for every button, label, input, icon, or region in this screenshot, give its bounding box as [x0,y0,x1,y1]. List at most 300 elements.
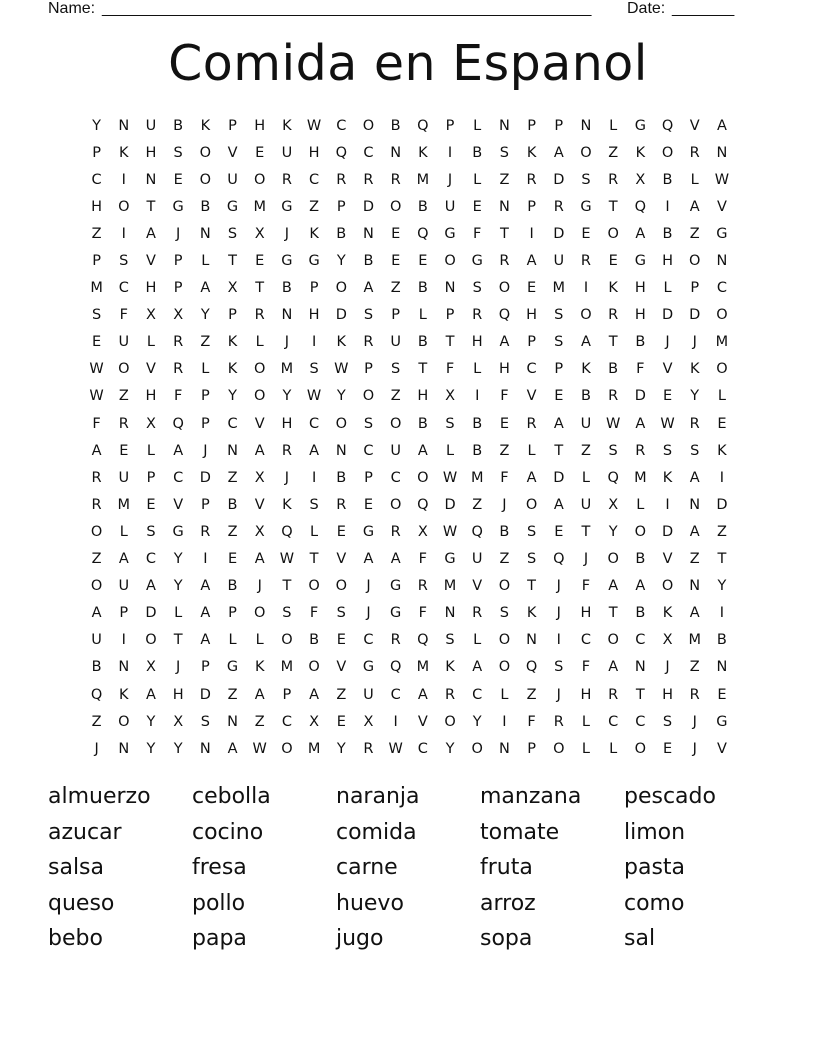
grid-letter: U [227,171,238,188]
grid-letter: V [716,740,727,757]
grid-letter: A [499,334,510,351]
grid-letter: G [281,253,293,270]
grid-letter: O [389,496,402,513]
grid-letter: Q [471,523,483,540]
grid-letter: U [553,253,565,270]
grid-letter: I [121,632,126,649]
grid-letter: C [390,686,401,703]
grid-letter: K [119,144,129,161]
grid-letter: C [526,361,537,378]
grid-letter: K [526,605,537,622]
grid-letter: T [255,280,265,297]
grid-letter: B [635,334,646,351]
grid-letter: S [363,307,374,324]
grid-letter: B [662,225,673,242]
grid-letter: P [228,605,237,622]
grid-letter: K [445,659,455,676]
grid-letter: S [336,605,346,622]
grid-letter: A [200,605,211,622]
grid-letter: O [634,523,647,540]
grid-letter: Z [390,388,401,405]
grid-letter: M [443,578,457,595]
grid-letter: B [662,171,673,188]
grid-letter: K [418,144,428,161]
grid-letter: E [717,686,727,703]
grid-letter: O [90,523,103,540]
grid-letter: O [254,388,266,405]
grid-letter: W [252,740,267,757]
grid-letter: Y [336,388,346,405]
grid-letter: R [363,334,374,351]
grid-letter: A [173,442,184,459]
grid-letter: P [200,388,210,405]
grid-letter: R [472,605,483,622]
grid-letter: A [553,415,564,432]
grid-letter: R [444,686,456,703]
grid-letter: Z [499,442,510,459]
word-search-grid [83,112,736,762]
grid-letter: J [447,171,453,188]
grid-letter: U [580,415,592,432]
grid-letter: J [366,578,371,595]
grid-letter: L [146,442,156,459]
grid-letter: N [444,605,456,622]
grid-letter: A [635,415,646,432]
grid-letter: L [119,523,128,540]
grid-letter: Y [173,578,183,595]
word-bank-item: cocino [192,819,264,845]
grid-letter: D [634,388,646,405]
grid-letter: M [280,659,294,676]
grid-letter: W [306,117,322,134]
grid-letter: N [498,740,510,757]
grid-letter: I [121,171,126,188]
grid-letter: B [336,225,347,242]
grid-letter: R [580,253,591,270]
grid-letter: Z [91,713,102,730]
grid-letter: E [92,334,102,351]
grid-letter: I [311,469,317,486]
grid-letter: O [145,632,157,649]
grid-letter: H [308,144,320,161]
grid-letter: X [254,225,265,242]
grid-letter: E [554,523,564,540]
grid-letter: L [500,686,509,703]
grid-letter: V [254,415,265,432]
grid-letter: N [498,198,510,215]
grid-letter: R [390,523,401,540]
grid-letter: Q [634,198,647,215]
grid-letter: D [199,469,211,486]
grid-letter: A [635,578,646,595]
grid-letter: E [391,225,401,242]
grid-letter: F [581,578,591,595]
grid-letter: K [200,117,211,134]
grid-letter: G [226,198,239,215]
grid-letter: E [554,388,564,405]
grid-letter: E [717,415,727,432]
grid-letter: R [608,307,619,324]
grid-letter: J [692,713,697,730]
grid-letter: H [471,334,483,351]
grid-letter: Z [472,496,483,513]
grid-letter: Q [417,117,429,134]
grid-letter: X [173,307,184,324]
word-bank-item: huevo [336,890,404,916]
grid-letter: R [118,415,129,432]
grid-letter: S [690,442,700,459]
grid-letter: B [417,198,428,215]
grid-letter: X [254,523,265,540]
grid-letter: Y [336,253,346,270]
grid-letter: R [689,144,700,161]
grid-letter: O [716,361,728,378]
grid-letter: J [692,334,697,351]
grid-letter: W [660,415,675,432]
grid-letter: K [227,334,238,351]
grid-letter: C [227,415,238,432]
grid-letter: O [254,605,266,622]
grid-letter: M [307,740,321,757]
grid-letter: N [363,225,374,242]
grid-letter: O [580,144,592,161]
grid-letter: Q [335,144,347,161]
grid-letter: L [174,605,183,622]
grid-letter: P [92,144,101,161]
grid-letter: E [418,253,428,270]
grid-letter: G [390,578,402,595]
grid-letter: N [118,659,130,676]
grid-letter: S [363,415,374,432]
grid-letter: A [417,686,428,703]
grid-letter: A [635,225,646,242]
grid-letter: B [390,117,401,134]
grid-letter: X [309,713,320,730]
grid-letter: U [390,442,401,459]
word-bank-item: como [624,890,685,916]
grid-letter: L [445,442,455,459]
grid-letter: U [580,496,592,513]
grid-letter: X [417,523,428,540]
grid-letter: Z [689,659,700,676]
word-bank-item: sal [624,926,656,951]
grid-letter: R [91,496,102,513]
grid-letter: J [556,605,561,622]
grid-letter: L [636,496,645,513]
grid-letter: X [227,280,238,297]
grid-letter: R [689,686,700,703]
grid-letter: O [335,415,347,432]
grid-letter: G [390,605,402,622]
grid-letter: P [92,253,101,270]
grid-letter: E [662,740,673,757]
grid-letter: P [173,253,183,270]
grid-letter: A [91,605,102,622]
grid-letter: O [362,117,375,134]
grid-letter: C [173,469,184,486]
grid-letter: K [635,144,646,161]
grid-letter: I [393,713,398,730]
grid-letter: Z [254,713,265,730]
grid-letter: J [556,578,561,595]
grid-letter: V [173,496,184,513]
grid-letter: A [689,605,700,622]
grid-letter: I [529,225,534,242]
grid-letter: G [308,253,320,270]
grid-letter: F [173,388,183,405]
grid-letter: P [445,117,455,134]
grid-letter: O [335,280,347,297]
grid-letter: H [145,144,157,161]
grid-letter: H [634,280,646,297]
grid-letter: E [173,171,183,188]
grid-letter: R [526,415,537,432]
grid-letter: M [715,334,729,351]
grid-letter: O [254,171,266,188]
grid-letter: F [527,713,536,730]
grid-letter: K [119,686,129,703]
grid-letter: S [445,632,455,649]
grid-letter: A [254,442,265,459]
grid-letter: U [471,551,483,568]
grid-letter: L [146,334,156,351]
grid-letter: B [635,605,646,622]
date-line[interactable]: _______ [672,0,735,17]
grid-letter: Q [389,659,402,676]
grid-letter: G [362,659,375,676]
grid-letter: A [689,198,700,215]
grid-letter: N [689,578,701,595]
grid-letter: B [417,334,428,351]
grid-letter: J [257,578,262,595]
grid-letter: J [502,496,507,513]
grid-letter: N [145,171,157,188]
grid-letter: A [689,469,700,486]
grid-letter: T [173,632,183,649]
grid-letter: N [716,144,728,161]
grid-letter: M [552,280,566,297]
grid-letter: A [417,442,428,459]
grid-letter: X [146,659,156,676]
grid-letter: C [309,171,320,188]
grid-letter: T [282,578,292,595]
word-bank-item: sopa [480,926,533,951]
grid-letter: T [418,361,428,378]
grid-letter: V [336,551,347,568]
grid-letter: R [336,496,347,513]
grid-letter: O [389,415,402,432]
grid-letter: E [581,225,591,242]
grid-letter: N [227,713,238,730]
grid-letter: E [255,144,265,161]
grid-letter: A [309,686,320,703]
grid-letter: G [444,551,456,568]
grid-letter: R [173,334,184,351]
grid-letter: F [500,469,509,486]
grid-letter: Z [200,334,211,351]
grid-letter: B [417,415,428,432]
grid-letter: N [689,496,701,513]
grid-letter: P [690,280,700,297]
grid-letter: S [662,442,673,459]
grid-letter: I [311,334,317,351]
grid-letter: B [417,280,428,297]
grid-letter: V [689,117,700,134]
grid-letter: N [390,144,402,161]
grid-letter: O [607,632,619,649]
grid-letter: V [417,713,428,730]
grid-letter: U [281,144,293,161]
word-bank [48,779,768,957]
grid-letter: G [716,713,728,730]
grid-letter: I [583,280,589,297]
grid-letter: G [226,659,239,676]
grid-letter: O [281,740,293,757]
grid-letter: Y [282,388,292,405]
grid-letter: Z [91,225,102,242]
grid-letter: E [336,632,346,649]
grid-letter: O [716,307,728,324]
grid-letter: R [363,740,374,757]
name-line[interactable]: _______________________________________________________ [102,0,592,17]
grid-letter: C [336,117,347,134]
grid-letter: L [473,117,482,134]
grid-letter: K [282,496,292,513]
grid-letter: L [609,117,618,134]
grid-letter: D [553,469,565,486]
grid-letter: P [527,117,536,134]
grid-letter: Z [689,551,700,568]
grid-letter: B [635,551,646,568]
grid-letter: O [118,198,130,215]
grid-letter: P [200,496,210,513]
grid-letter: R [390,632,401,649]
grid-letter: O [199,171,212,188]
grid-letter: Q [281,523,293,540]
grid-letter: R [91,469,102,486]
grid-letter: V [336,659,347,676]
grid-letter: H [662,253,673,270]
grid-letter: T [635,686,645,703]
grid-letter: C [363,632,374,649]
grid-letter: J [176,225,181,242]
grid-letter: B [472,415,483,432]
grid-letter: C [118,280,129,297]
grid-letter: M [470,469,484,486]
grid-letter: U [118,334,130,351]
word-bank-item: queso [48,890,115,916]
grid-letter: Z [716,523,727,540]
grid-letter: H [580,605,592,622]
grid-letter: L [473,632,482,649]
grid-letter: F [119,307,128,324]
grid-letter: J [94,740,99,757]
grid-letter: K [526,144,537,161]
grid-letter: T [717,551,727,568]
grid-letter: F [418,551,428,568]
grid-letter: F [473,225,482,242]
grid-letter: E [336,713,346,730]
grid-letter: J [366,605,371,622]
grid-letter: U [363,686,374,703]
grid-letter: Z [118,388,129,405]
grid-letter: G [444,225,456,242]
grid-letter: G [281,198,293,215]
grid-letter: N [498,117,510,134]
grid-letter: B [716,632,727,649]
grid-letter: B [309,632,320,649]
grid-letter: Y [146,713,156,730]
grid-letter: S [554,334,564,351]
grid-letter: P [391,307,401,324]
grid-letter: A [254,686,265,703]
grid-letter: L [228,632,237,649]
grid-letter: N [118,117,130,134]
grid-letter: C [472,686,483,703]
grid-letter: J [284,334,290,351]
grid-letter: V [254,496,265,513]
grid-letter: K [717,442,727,459]
grid-letter: Q [172,415,184,432]
grid-letter: S [581,171,591,188]
grid-letter: T [527,578,537,595]
grid-letter: K [254,659,265,676]
grid-letter: S [309,496,319,513]
grid-letter: Z [689,225,700,242]
grid-letter: V [716,198,727,215]
grid-letter: R [281,442,292,459]
grid-letter: P [146,469,156,486]
grid-letter: H [498,361,510,378]
grid-letter: L [690,171,699,188]
grid-letter: N [199,740,211,757]
grid-letter: S [554,659,564,676]
grid-letter: Y [173,740,183,757]
grid-letter: P [445,307,455,324]
grid-letter: A [146,225,156,242]
grid-letter: O [661,144,674,161]
grid-letter: I [665,496,670,513]
grid-letter: C [635,713,646,730]
grid-letter: C [281,713,292,730]
grid-letter: I [121,225,126,242]
grid-letter: L [581,469,591,486]
grid-letter: B [281,280,292,297]
grid-letter: J [583,551,589,568]
grid-letter: I [502,713,507,730]
grid-letter: Z [499,551,510,568]
grid-letter: O [254,361,266,378]
word-bank-item: arroz [480,890,536,916]
grid-letter: X [146,415,156,432]
grid-letter: O [661,578,674,595]
grid-letter: M [416,171,430,188]
grid-letter: O [417,469,429,486]
grid-letter: Q [607,469,619,486]
grid-letter: S [146,523,156,540]
grid-letter: A [227,740,238,757]
grid-letter: O [634,740,647,757]
grid-letter: C [309,415,320,432]
grid-letter: B [363,253,374,270]
grid-letter: A [146,578,156,595]
grid-letter: I [556,632,561,649]
grid-letter: O [553,740,565,757]
grid-letter: P [336,198,346,215]
grid-letter: N [227,442,238,459]
grid-letter: P [200,415,210,432]
grid-letter: L [663,280,672,297]
